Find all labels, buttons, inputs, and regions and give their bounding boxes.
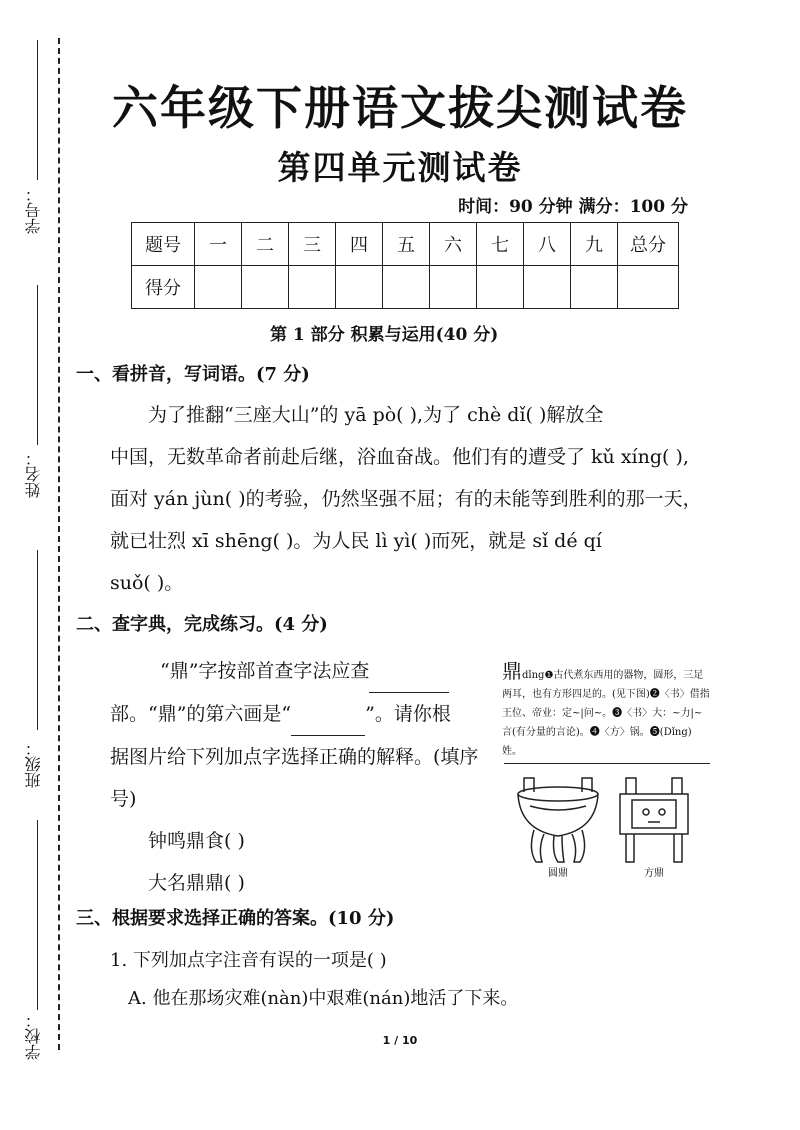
table-cell: 四: [336, 223, 383, 266]
dictionary-entry: [502, 659, 710, 761]
table-cell: 得分: [132, 266, 195, 309]
q1-heading: 一、看拼音，写词语。(7 分): [76, 364, 310, 385]
table-cell: 三: [289, 223, 336, 266]
school-line: [37, 820, 38, 1010]
class-label: 班级：: [24, 740, 43, 788]
table-cell: 题号: [132, 223, 195, 266]
answer-blank[interactable]: [369, 650, 449, 693]
round-ding-caption: 圆鼎: [548, 868, 568, 879]
q1-line: 中国，无数革命者前赴后继，浴血奋战。他们有的遭受了 kǔ xíng( ),: [110, 446, 689, 468]
score-cell[interactable]: [289, 266, 336, 309]
table-cell: 一: [195, 223, 242, 266]
q2-heading: 二、查字典，完成练习。(4 分): [76, 614, 328, 635]
q2-line: 号): [110, 788, 137, 810]
table-cell: 五: [383, 223, 430, 266]
table-cell: 二: [242, 223, 289, 266]
q3-heading: 三、根据要求选择正确的答案。(10 分): [76, 908, 395, 929]
table-cell: 七: [477, 223, 524, 266]
score-cell[interactable]: [336, 266, 383, 309]
school-label: 学校：: [24, 1012, 43, 1060]
q1-paragraph: [110, 394, 730, 604]
round-ding-image: [518, 778, 598, 862]
q1-line: 就已壮烈 xī shēng( )。为人民 lì yì( )而死，就是 sǐ dé qí: [110, 530, 602, 552]
q1-line: 为了推翻“三座大山”的 yā pò( ),为了 chè dǐ( )解放全: [148, 404, 604, 426]
q3-item: 1. 下列加点字注音有误的一项是( ): [110, 950, 387, 971]
table-cell: 六: [430, 223, 477, 266]
square-ding-image: [620, 778, 688, 862]
page-subtitle: 第四单元测试卷: [277, 148, 523, 187]
score-cell[interactable]: [477, 266, 524, 309]
table-cell: 总分: [618, 223, 679, 266]
answer-blank[interactable]: [291, 693, 365, 736]
part1-heading: 第 1 部分 积累与运用(40 分): [270, 325, 499, 345]
class-line: [37, 550, 38, 730]
score-table-header-row: [132, 223, 679, 266]
table-cell: 九: [571, 223, 618, 266]
q2-item: 钟鸣鼎食( ): [148, 830, 245, 852]
score-cell[interactable]: [618, 266, 679, 309]
page-number: 1 / 10: [382, 1034, 418, 1047]
dict-head-char: 鼎: [502, 659, 522, 683]
ding-illustration: [508, 770, 708, 880]
page-title: 六年级下册语文拔尖测试卷: [112, 81, 688, 135]
score-cell[interactable]: [383, 266, 430, 309]
q2-line: ”。请你根: [365, 703, 451, 725]
score-cell[interactable]: [524, 266, 571, 309]
score-table-score-row: [132, 266, 679, 309]
table-cell: 八: [524, 223, 571, 266]
dict-text: dǐng❶古代煮东西用的器物，圆形，三足两耳，也有方形四足的。(见下图)❷〈书〉借指王位、帝业：定~|问~。❸〈书〉大：~力|~言(有分量的言论)。❹〈方〉锅。❺(Dǐng)姓。: [502, 670, 710, 757]
q2-line: 部。“鼎”的第六画是“: [110, 703, 292, 725]
q3-option-a: A. 他在那场灾难(nàn)中艰难(nán)地活了下来。: [128, 988, 519, 1009]
score-cell[interactable]: [242, 266, 289, 309]
name-line: [37, 285, 38, 445]
name-label: 姓名：: [24, 450, 43, 498]
score-cell[interactable]: [195, 266, 242, 309]
score-cell[interactable]: [571, 266, 618, 309]
q2-line: “鼎”字按部首查字法应查: [160, 660, 370, 682]
score-cell[interactable]: [430, 266, 477, 309]
binding-dashed-line: [58, 38, 60, 1050]
q2-paragraph: [110, 650, 490, 904]
square-ding-caption: 方鼎: [644, 868, 664, 879]
q2-line: 据图片给下列加点字选择正确的解释。(填序: [110, 746, 479, 768]
q1-line: suǒ( )。: [110, 572, 184, 594]
student-no-label: 学号：: [24, 186, 43, 234]
time-info: 时间：90 分钟 满分：100 分: [458, 197, 688, 217]
divider: [504, 763, 710, 764]
q1-line: 面对 yán jùn( )的考验，仍然坚强不屈；有的未能等到胜利的那一天，: [110, 488, 702, 510]
score-table: [131, 222, 679, 309]
q2-item: 大名鼎鼎( ): [148, 872, 245, 894]
